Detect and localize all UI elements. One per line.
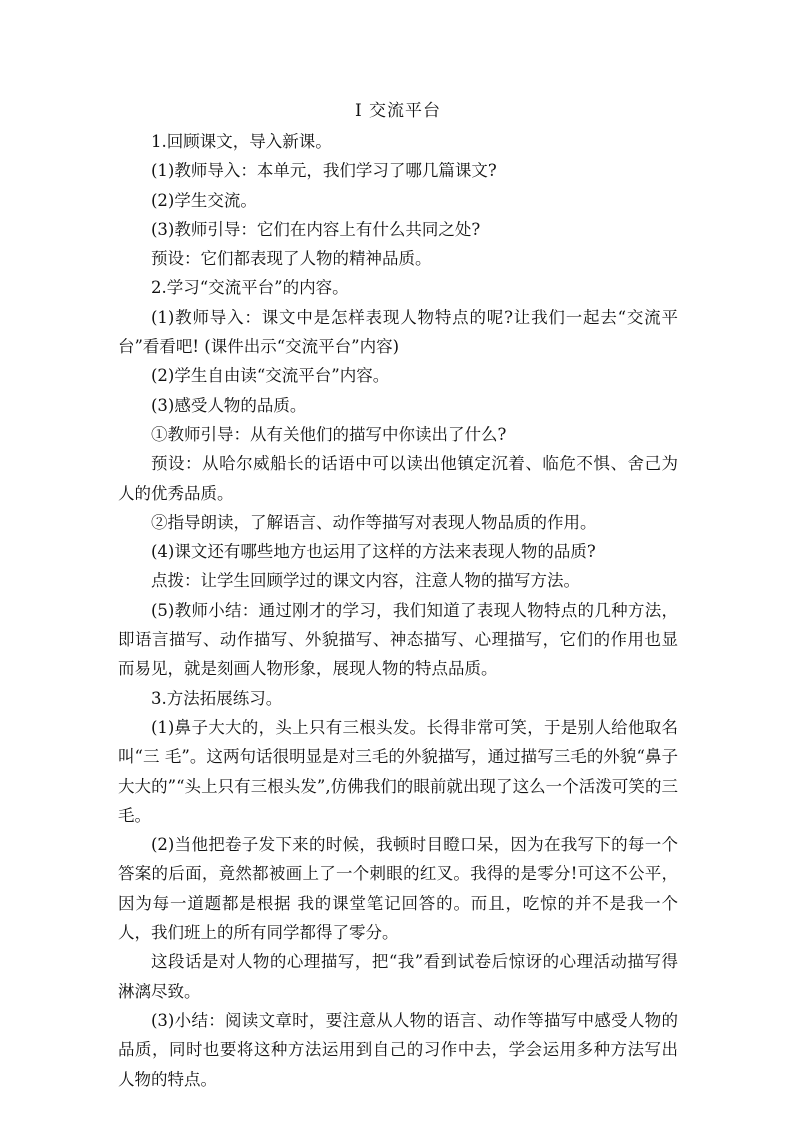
paragraph: 2.学习“交流平台”的内容。 xyxy=(151,278,349,298)
paragraph: (1)鼻子大大的，头上只有三根头发。长得非常可笑，于是别人给他取名叫“三 毛”。这两句话很明显是对三毛的外貌描写，通过描写三毛的外貌“鼻子大大的”“头上只有三根头发”,仿佛我们的眼前就出现了这么一个活泼可笑的三毛。 xyxy=(118,717,678,825)
paragraph: (3)小结：阅读文章时，要注意从人物的语言、动作等描写中感受人物的品质，同时也要将这种方法运用到自己的习作中去，学会运用多种方法写出人物的特点。 xyxy=(118,1010,678,1089)
document-page xyxy=(118,96,678,1094)
section-title: Ⅰ 交流平台 xyxy=(354,101,442,121)
paragraph: 预设：它们都表现了人物的精神品质。 xyxy=(151,249,432,269)
paragraph: (1)教师导入：本单元，我们学习了哪几篇课文? xyxy=(151,161,497,181)
paragraph: 1.回顾课文，导入新课。 xyxy=(151,132,332,151)
paragraph: (3)感受人物的品质。 xyxy=(151,395,307,415)
paragraph: (4)课文还有哪些地方也运用了这样的方法来表现人物的品质? xyxy=(151,542,596,562)
paragraph: (2)当他把卷子发下来的时候，我顿时目瞪口呆，因为在我写下的每一个答案的后面，竟然都被画上了一个刺眼的红叉。我得的是零分!可这不公平，因为每一道题都是根据 我的课堂笔记回答的。而且，吃惊的并不是我一个人，我们班上的所有同学都得了零分。 xyxy=(118,835,678,943)
paragraph: (2)学生交流。 xyxy=(151,190,257,210)
paragraph: (3)教师引导：它们在内容上有什么共同之处? xyxy=(151,219,481,239)
paragraph: 点拨：让学生回顾学过的课文内容，注意人物的描写方法。 xyxy=(151,571,580,591)
paragraph: ①教师引导：从有关他们的描写中你读出了什么? xyxy=(151,424,507,444)
paragraph: 这段话是对人物的心理描写，把“我”看到试卷后惊讶的心理活动描写得淋漓尽致。 xyxy=(118,952,678,1001)
paragraph: ②指导朗读，了解语言、动作等描写对表现人物品质的作用。 xyxy=(151,512,597,532)
paragraph: (1)教师导入：课文中是怎样表现人物特点的呢?让我们一起去“交流平台”看看吧! (课件出示“交流平台”内容) xyxy=(118,307,678,357)
paragraph: (5)教师小结：通过刚才的学习，我们知道了表现人物特点的几种方法，即语言描写、动作描写、外貌描写、神态描写、心理描写，它们的作用也显而易见，就是刻画人物形象，展现人物的特点品质。 xyxy=(118,600,678,679)
paragraph: (2)学生自由读“交流平台”内容。 xyxy=(151,366,390,386)
paragraph: 3.方法拓展练习。 xyxy=(151,688,283,708)
paragraph: 预设：从哈尔威船长的话语中可以读出他镇定沉着、临危不惧、舍己为人的优秀品质。 xyxy=(118,454,678,503)
